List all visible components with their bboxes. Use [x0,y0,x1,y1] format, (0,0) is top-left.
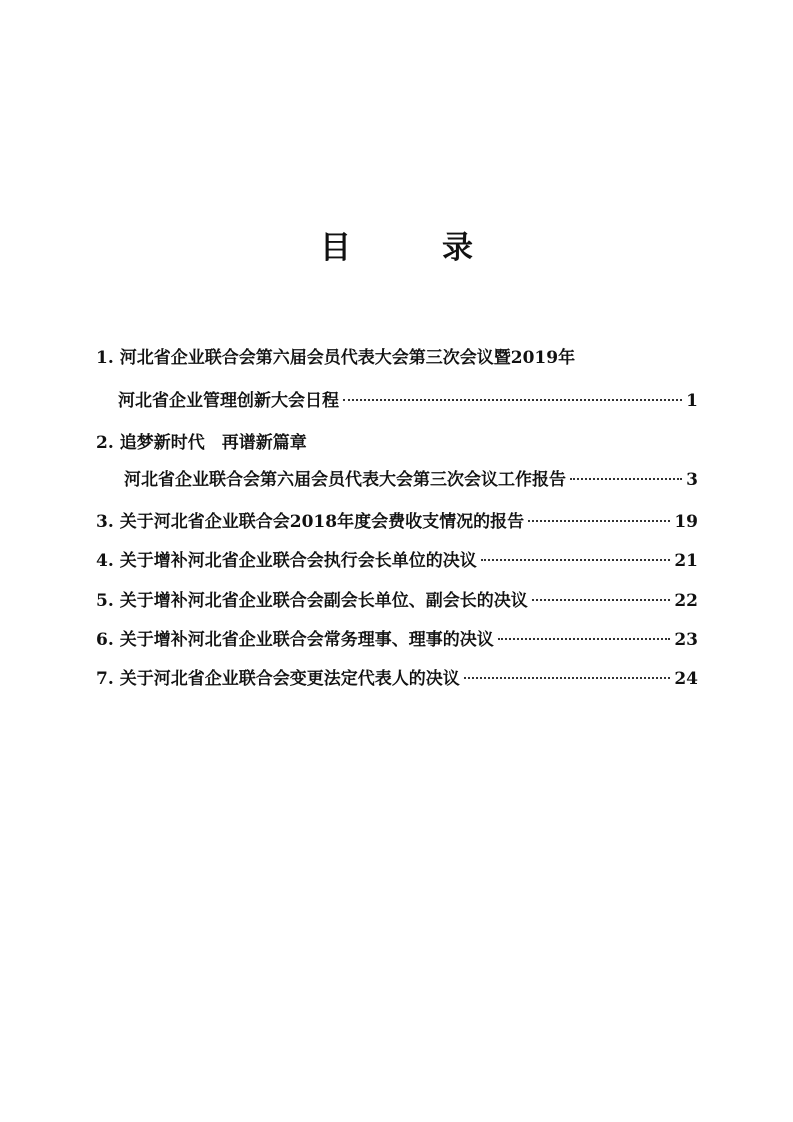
toc-page-number: 3 [686,470,698,490]
toc-entry-7[interactable] [96,666,698,692]
toc-entry-number: 5. [96,591,114,611]
toc-entry-title-continued: 河北省企业联合会第六届会员代表大会第三次会议工作报告 [124,470,566,490]
toc-page-number: 21 [674,551,698,571]
toc-entry-title: 关于增补河北省企业联合会执行会长单位的决议 [119,551,477,571]
page-title: 目 录 [320,230,503,266]
toc-page-number: 19 [674,512,698,532]
toc-entry-title: 关于河北省企业联合会变更法定代表人的决议 [119,669,460,689]
dot-leader [343,399,682,401]
dot-leader [570,478,682,480]
toc-entry-number: 7. [96,669,114,689]
toc-entry-1[interactable] [96,345,698,371]
toc-entry-title: 关于增补河北省企业联合会常务理事、理事的决议 [119,630,494,650]
toc-entry-2-continued[interactable] [124,467,698,493]
toc-entry-5[interactable] [96,588,698,614]
toc-entry-6[interactable] [96,627,698,653]
toc-entry-title-continued: 河北省企业管理创新大会日程 [118,391,339,411]
toc-entry-number: 2. [96,433,114,453]
dot-leader [532,599,671,601]
toc-page-number: 23 [674,630,698,650]
dot-leader [464,677,671,679]
dot-leader [528,520,670,522]
toc-entry-number: 6. [96,630,114,650]
toc-entry-1-continued[interactable] [118,388,698,414]
toc-page-number: 1 [686,391,698,411]
dot-leader [498,638,671,640]
toc-entry-title: 关于增补河北省企业联合会副会长单位、副会长的决议 [119,591,528,611]
toc-entry-3[interactable] [96,509,698,535]
toc-entry-title: 追梦新时代 再谱新篇章 [119,433,307,453]
toc-entry-title: 河北省企业联合会第六届会员代表大会第三次会议暨2019年 [119,348,576,368]
toc-entry-number: 1. [96,348,114,368]
toc-entry-number: 4. [96,551,114,571]
toc-page-number: 24 [674,669,698,689]
toc-page-number: 22 [674,591,698,611]
toc-entry-title: 关于河北省企业联合会2018年度会费收支情况的报告 [119,512,525,532]
toc-entry-4[interactable] [96,548,698,574]
dot-leader [481,559,671,561]
toc-entry-2[interactable] [96,430,698,456]
toc-entry-number: 3. [96,512,114,532]
